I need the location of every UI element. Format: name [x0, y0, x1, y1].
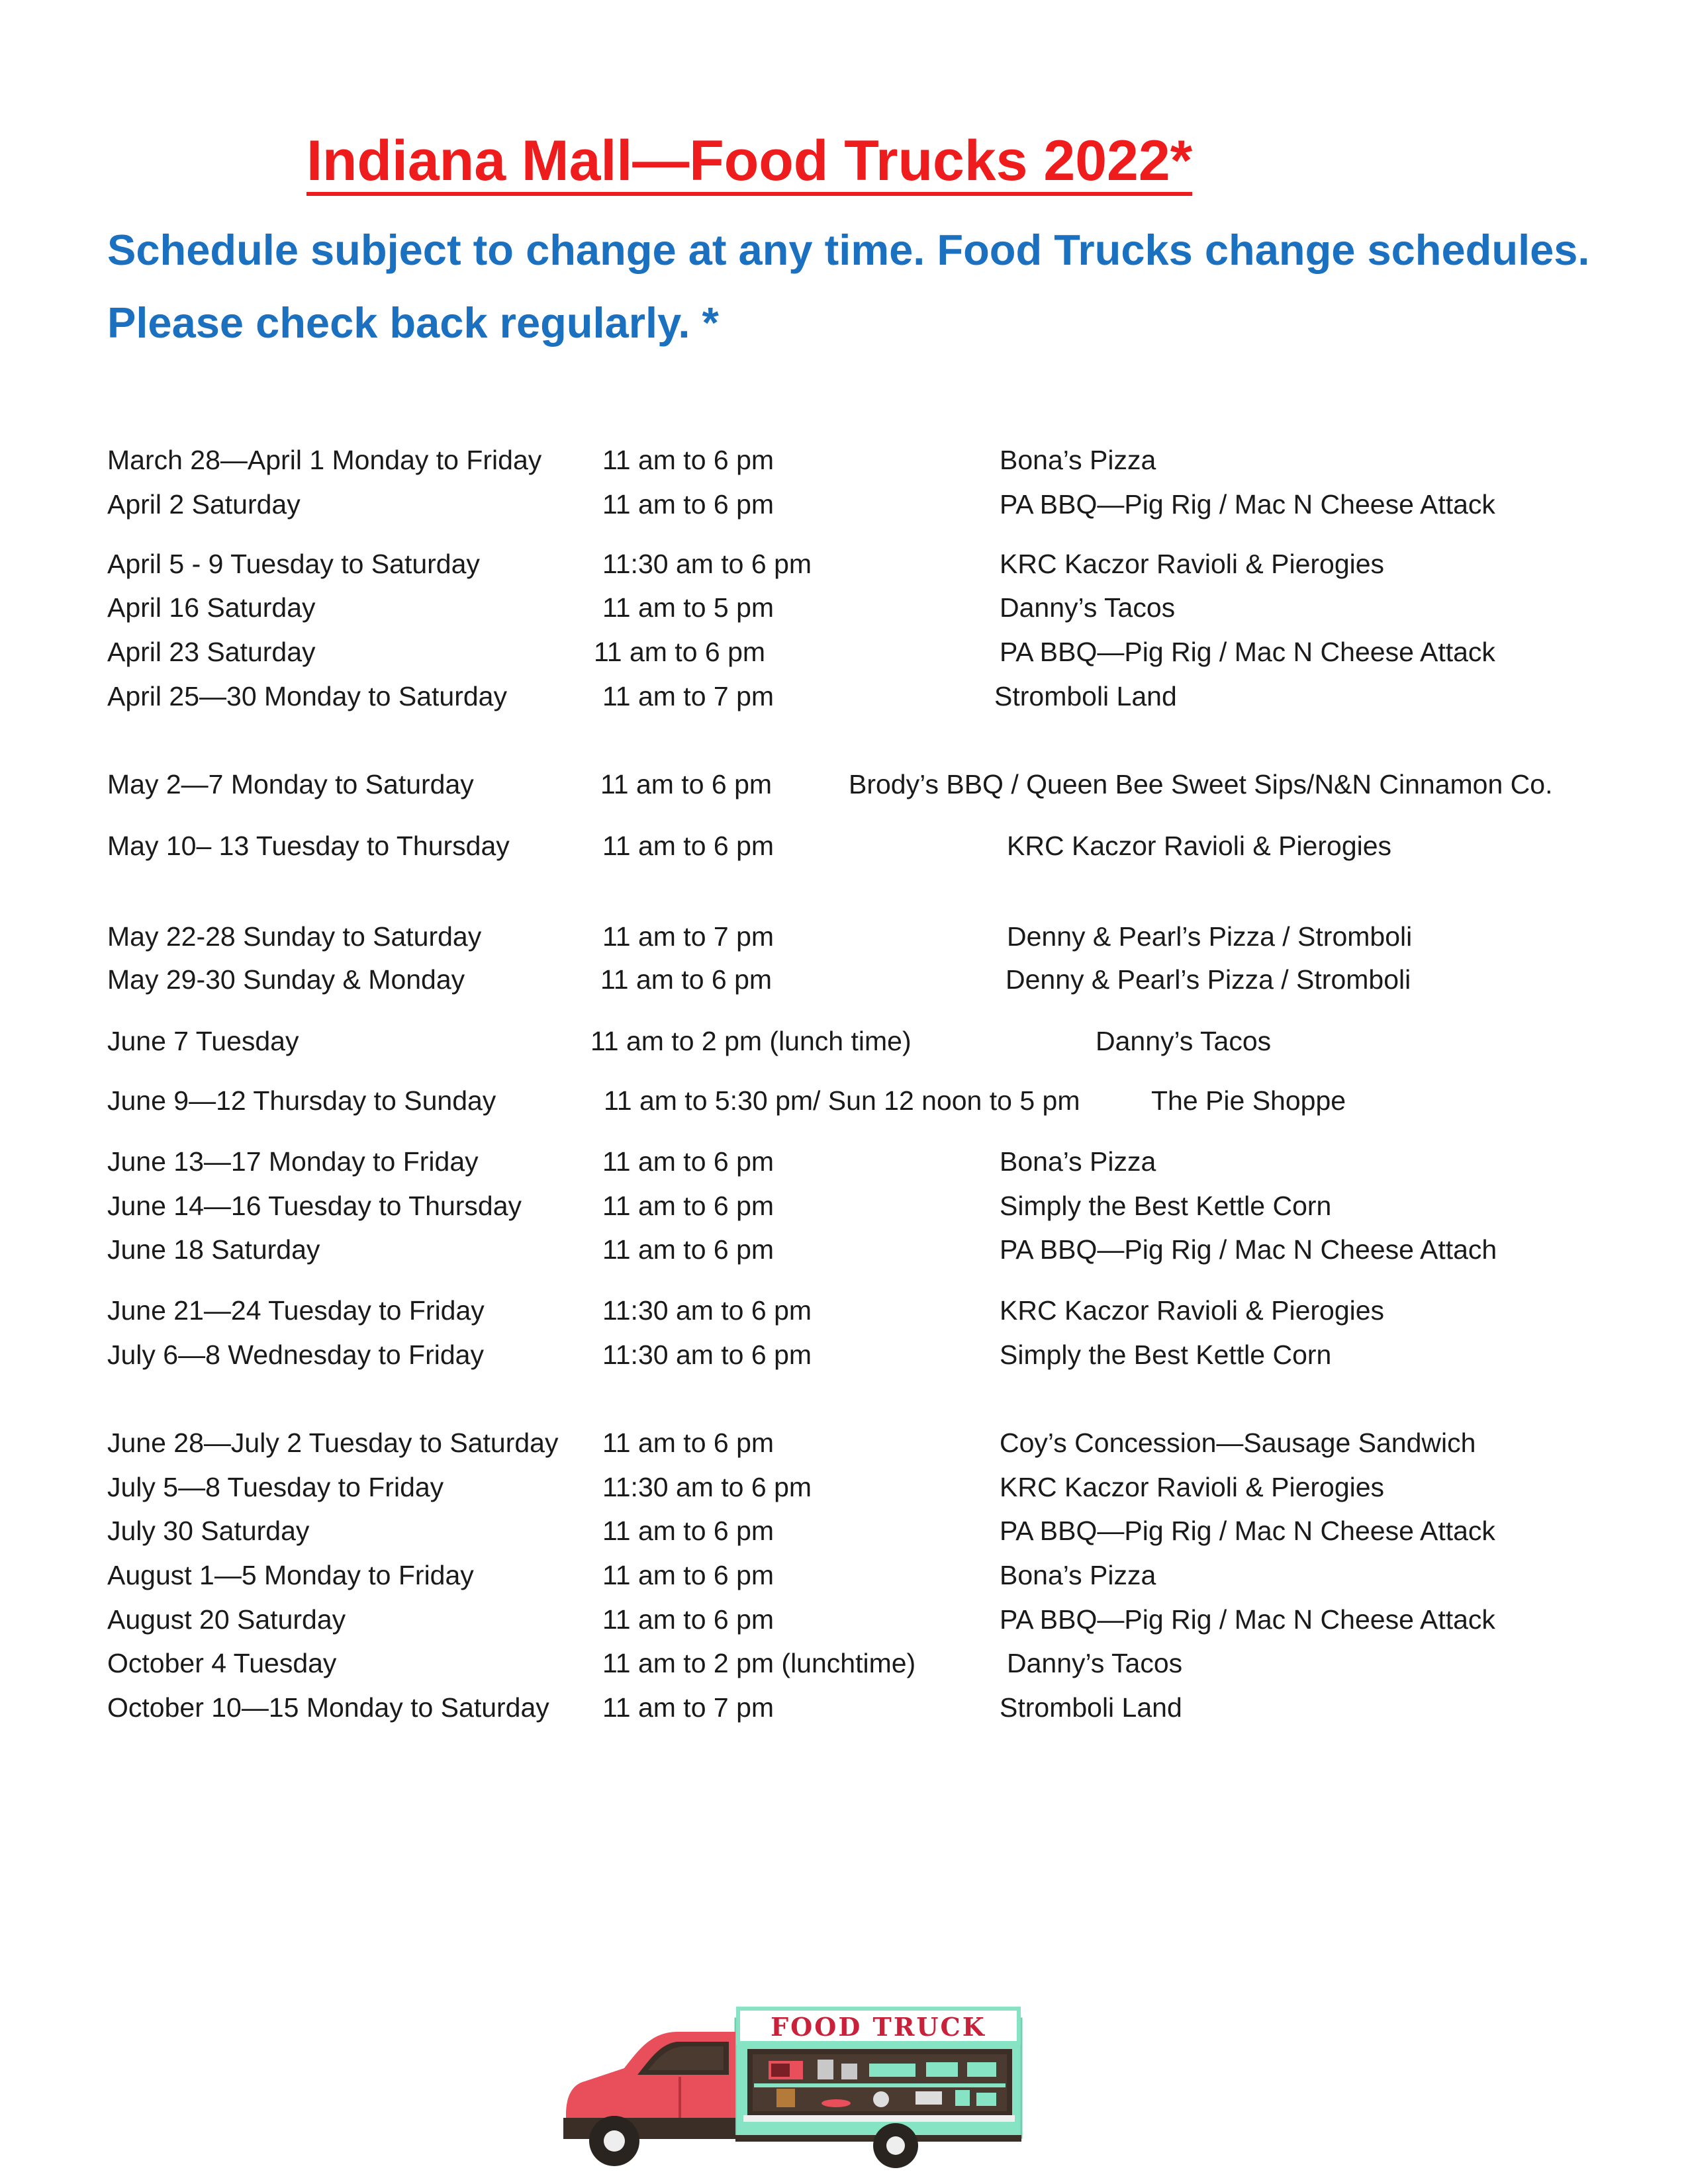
schedule-time: 11 am to 6 pm	[602, 445, 774, 475]
schedule-vendor: Danny’s Tacos	[1000, 592, 1176, 623]
schedule-row	[0, 588, 1688, 627]
schedule-date: July 5—8 Tuesday to Friday	[107, 1472, 444, 1502]
schedule-time: 11 am to 6 pm	[602, 1516, 774, 1546]
schedule-time: 11:30 am to 6 pm	[602, 549, 812, 579]
schedule-row	[0, 1467, 1688, 1507]
schedule-vendor: Simply the Best Kettle Corn	[1000, 1340, 1332, 1370]
schedule-row	[0, 1291, 1688, 1330]
schedule-vendor: KRC Kaczor Ravioli & Pierogies	[1007, 831, 1392, 861]
schedule-vendor: Denny & Pearl’s Pizza / Stromboli	[1006, 964, 1411, 995]
schedule-date: May 10– 13 Tuesday to Thursday	[107, 831, 510, 861]
schedule-vendor: Stromboli Land	[1000, 1692, 1182, 1723]
schedule-row	[0, 1555, 1688, 1595]
schedule-time: 11 am to 6 pm	[594, 637, 766, 667]
schedule-vendor: PA BBQ—Pig Rig / Mac N Cheese Attack	[1000, 489, 1495, 520]
schedule-date: April 5 - 9 Tuesday to Saturday	[107, 549, 480, 579]
schedule-vendor: Bona’s Pizza	[1000, 1146, 1156, 1177]
schedule-time: 11 am to 6 pm	[602, 831, 774, 861]
subtitle-line-2: Please check back regularly. *	[107, 298, 719, 347]
schedule-date: October 10—15 Monday to Saturday	[107, 1692, 549, 1723]
schedule-row	[0, 1142, 1688, 1181]
schedule-row	[0, 544, 1688, 584]
schedule-row	[0, 1335, 1688, 1375]
schedule-row	[0, 1643, 1688, 1683]
schedule-date: March 28—April 1 Monday to Friday	[107, 445, 542, 475]
schedule-row	[0, 440, 1688, 480]
schedule-row	[0, 1021, 1688, 1061]
schedule-vendor: Brody’s BBQ / Queen Bee Sweet Sips/N&N Cinnamon Co.	[849, 769, 1553, 799]
schedule-time: 11 am to 5:30 pm/ Sun 12 noon to 5 pm	[604, 1085, 1080, 1116]
schedule-time: 11 am to 2 pm (lunchtime)	[602, 1648, 916, 1678]
schedule-row	[0, 676, 1688, 716]
schedule-date: June 7 Tuesday	[107, 1026, 299, 1056]
schedule-row	[0, 1600, 1688, 1639]
schedule-time: 11:30 am to 6 pm	[602, 1295, 812, 1326]
schedule-date: July 6—8 Wednesday to Friday	[107, 1340, 484, 1370]
schedule-vendor: Simply the Best Kettle Corn	[1000, 1191, 1332, 1221]
schedule-time: 11 am to 6 pm	[602, 1428, 774, 1458]
schedule-time: 11 am to 6 pm	[602, 1146, 774, 1177]
schedule-row	[0, 917, 1688, 956]
schedule-vendor: Bona’s Pizza	[1000, 1560, 1156, 1590]
schedule-time: 11 am to 6 pm	[602, 489, 774, 520]
schedule-row	[0, 1230, 1688, 1269]
page-title: Indiana Mall—Food Trucks 2022*	[306, 132, 1192, 196]
schedule-vendor: KRC Kaczor Ravioli & Pierogies	[1000, 1295, 1385, 1326]
schedule-vendor: PA BBQ—Pig Rig / Mac N Cheese Attack	[1000, 1604, 1495, 1635]
schedule-time: 11 am to 7 pm	[602, 1692, 774, 1723]
schedule-row	[0, 960, 1688, 999]
schedule-vendor: KRC Kaczor Ravioli & Pierogies	[1000, 1472, 1385, 1502]
schedule-date: June 13—17 Monday to Friday	[107, 1146, 479, 1177]
schedule-vendor: PA BBQ—Pig Rig / Mac N Cheese Attach	[1000, 1234, 1497, 1265]
schedule-date: April 23 Saturday	[107, 637, 316, 667]
schedule-row	[0, 826, 1688, 866]
schedule-time: 11 am to 6 pm	[600, 964, 773, 995]
schedule-vendor: KRC Kaczor Ravioli & Pierogies	[1000, 549, 1385, 579]
schedule-time: 11 am to 7 pm	[602, 681, 774, 711]
schedule-date: April 2 Saturday	[107, 489, 301, 520]
schedule-date: May 29-30 Sunday & Monday	[107, 964, 465, 995]
truck-sign-text: FOOD TRUCK	[771, 2012, 986, 2042]
schedule-date: April 16 Saturday	[107, 592, 316, 623]
schedule-row	[0, 1186, 1688, 1226]
schedule-time: 11 am to 6 pm	[602, 1234, 774, 1265]
schedule-date: May 2—7 Monday to Saturday	[107, 769, 474, 799]
schedule-date: July 30 Saturday	[107, 1516, 310, 1546]
schedule-vendor: Stromboli Land	[994, 681, 1177, 711]
schedule-row	[0, 1423, 1688, 1463]
schedule-date: May 22-28 Sunday to Saturday	[107, 921, 482, 952]
schedule-row	[0, 632, 1688, 672]
food-truck-icon	[558, 2005, 1048, 2174]
schedule-vendor: PA BBQ—Pig Rig / Mac N Cheese Attack	[1000, 1516, 1495, 1546]
schedule-date: June 28—July 2 Tuesday to Saturday	[107, 1428, 559, 1458]
schedule-row	[0, 484, 1688, 524]
schedule-time: 11 am to 6 pm	[602, 1604, 774, 1635]
schedule-time: 11 am to 2 pm (lunch time)	[590, 1026, 912, 1056]
schedule-row	[0, 1511, 1688, 1551]
schedule-time: 11:30 am to 6 pm	[602, 1472, 812, 1502]
schedule-row	[0, 1081, 1688, 1120]
schedule-time: 11 am to 5 pm	[602, 592, 774, 623]
schedule-time: 11:30 am to 6 pm	[602, 1340, 812, 1370]
schedule-time: 11 am to 6 pm	[600, 769, 773, 799]
schedule-date: June 9—12 Thursday to Sunday	[107, 1085, 496, 1116]
schedule-vendor: Denny & Pearl’s Pizza / Stromboli	[1007, 921, 1413, 952]
schedule-date: June 21—24 Tuesday to Friday	[107, 1295, 485, 1326]
schedule-time: 11 am to 6 pm	[602, 1560, 774, 1590]
schedule-date: April 25—30 Monday to Saturday	[107, 681, 507, 711]
schedule-vendor: Coy’s Concession—Sausage Sandwich	[1000, 1428, 1476, 1458]
schedule-vendor: Danny’s Tacos	[1007, 1648, 1183, 1678]
schedule-row	[0, 764, 1688, 804]
schedule-date: August 1—5 Monday to Friday	[107, 1560, 474, 1590]
schedule-date: June 18 Saturday	[107, 1234, 320, 1265]
subtitle-line-1: Schedule subject to change at any time. Food Trucks change schedules.	[107, 226, 1590, 274]
schedule-vendor: Danny’s Tacos	[1096, 1026, 1272, 1056]
schedule-date: June 14—16 Tuesday to Thursday	[107, 1191, 522, 1221]
schedule-vendor: The Pie Shoppe	[1151, 1085, 1346, 1116]
schedule-time: 11 am to 6 pm	[602, 1191, 774, 1221]
schedule-row	[0, 1688, 1688, 1727]
schedule-time: 11 am to 7 pm	[602, 921, 774, 952]
schedule-date: October 4 Tuesday	[107, 1648, 337, 1678]
schedule-vendor: PA BBQ—Pig Rig / Mac N Cheese Attack	[1000, 637, 1495, 667]
schedule-date: August 20 Saturday	[107, 1604, 346, 1635]
schedule-vendor: Bona’s Pizza	[1000, 445, 1156, 475]
